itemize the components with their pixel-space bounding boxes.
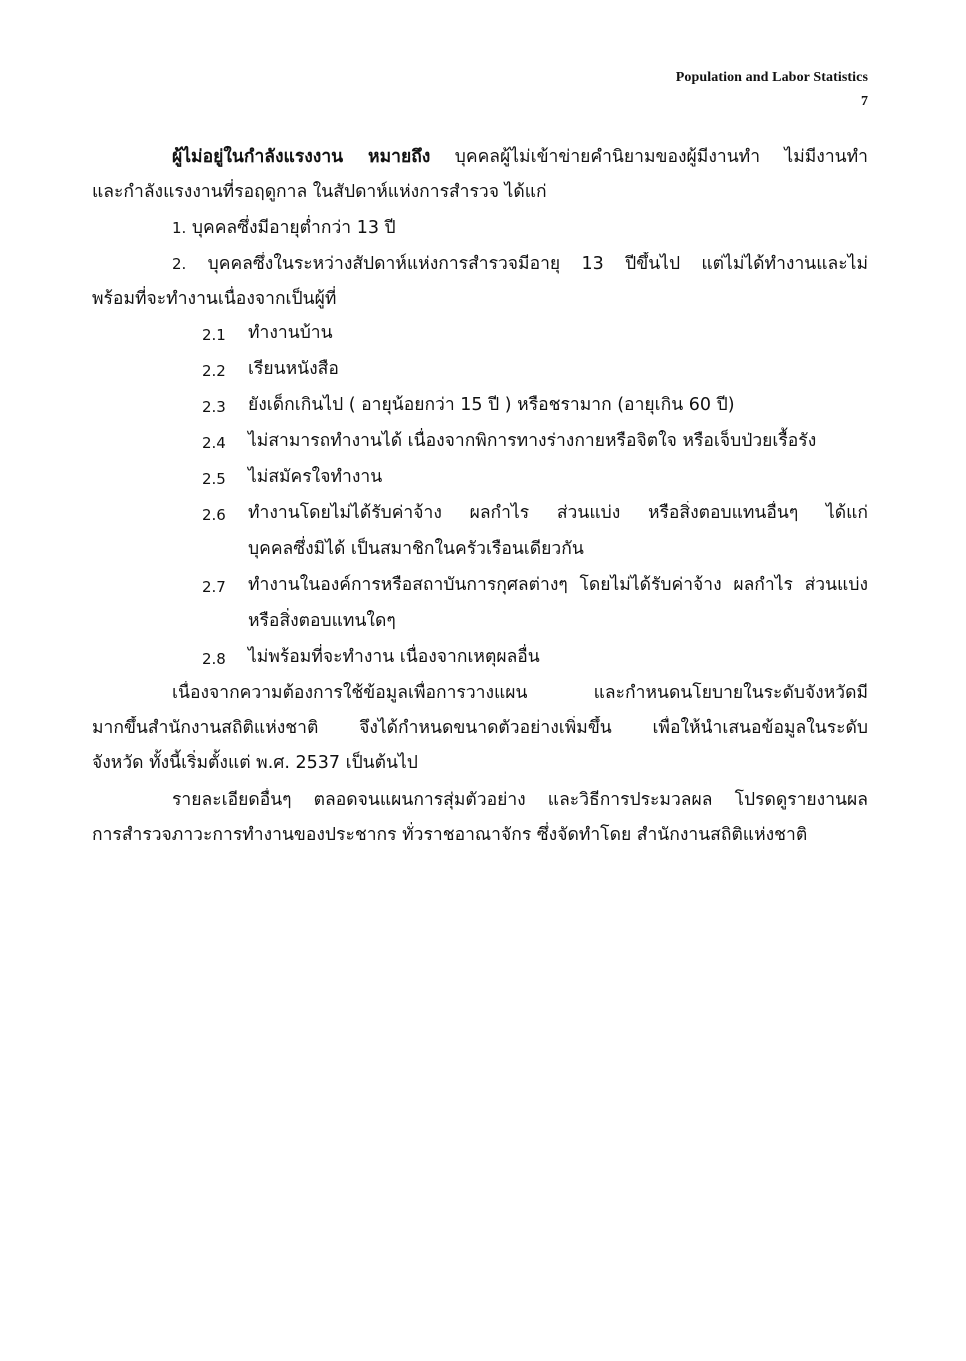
subitem-text: ทำงานบ้าน xyxy=(248,323,333,343)
definition-term: ผู้ไม่อยู่ในกำลังแรงงาน หมายถึง xyxy=(172,147,431,167)
running-header-title: Population and Labor Statistics xyxy=(675,70,868,85)
subitem-number: 2.1 xyxy=(202,326,226,344)
list-item-2-line-2: พร้อมที่จะทำงานเนื่องจากเป็นผู้ที่ xyxy=(92,289,337,309)
subitem-text-continued: หรือสิ่งตอบแทนใดๆ xyxy=(248,611,396,631)
subitem-text: ทำงานในองค์การหรือสถาบันการกุศลต่างๆ โดยไม่ได้รับค่าจ้าง ผลกำไร ส่วนแบ่ง xyxy=(248,575,868,595)
paragraph-2-line-2: มากขึ้นสำนักงานสถิติแห่งชาติ จึงได้กำหนดขนาดตัวอย่างเพิ่มขึ้น เพื่อให้นำเสนอข้อมูลในระดับ xyxy=(92,718,868,738)
definition-line-1 xyxy=(172,145,868,169)
subitem-text: ไม่สมัครใจทำงาน xyxy=(248,467,383,487)
page-number: 7 xyxy=(861,94,868,109)
paragraph-3-line-2: การสำรวจภาวะการทำงานของประชากร ทั่วราชอาณาจักร ซึ่งจัดทำโดย สำนักงานสถิติแห่งชาติ xyxy=(92,825,808,845)
paragraph-2-line-3: จังหวัด ทั้งนี้เริ่มตั้งแต่ พ.ศ. 2537 เป็นต้นไป xyxy=(92,753,418,773)
subitem-text-continued: บุคคลซึ่งมิได้ เป็นสมาชิกในครัวเรือนเดียวกัน xyxy=(248,539,584,559)
list-item-1 xyxy=(172,216,396,240)
subitem-number: 2.2 xyxy=(202,362,226,380)
paragraph-2-line-1: เนื่องจากความต้องการใช้ข้อมูลเพื่อการวางแผน และกำหนดนโยบายในระดับจังหวัดมี xyxy=(172,683,868,703)
paragraph-3-line-1: รายละเอียดอื่นๆ ตลอดจนแผนการสุ่มตัวอย่าง และวิธีการประมวลผล โปรดดูรายงานผล xyxy=(172,790,868,810)
list-item-text: บุคคลซึ่งในระหว่างสัปดาห์แห่งการสำรวจมีอายุ 13 ปีขึ้นไป แต่ไม่ได้ทำงานและไม่ xyxy=(207,254,868,274)
list-item-text: บุคคลซึ่งมีอายุต่ำกว่า 13 ปี xyxy=(191,218,396,238)
subitem-number: 2.5 xyxy=(202,470,226,488)
subitem-text: เรียนหนังสือ xyxy=(248,359,339,379)
subitem-number: 2.8 xyxy=(202,650,226,668)
subitem-text: ทำงานโดยไม่ได้รับค่าจ้าง ผลกำไร ส่วนแบ่ง หรือสิ่งตอบแทนอื่นๆ ได้แก่ xyxy=(248,503,868,523)
subitem-number: 2.6 xyxy=(202,506,226,524)
subitem-number: 2.3 xyxy=(202,398,226,416)
list-item-number: 1. xyxy=(172,219,187,237)
list-item-2-line-1 xyxy=(172,252,868,276)
subitem-text: ยังเด็กเกินไป ( อายุน้อยกว่า 15 ปี ) หรือชรามาก (อายุเกิน 60 ปี) xyxy=(248,395,735,415)
subitem-text: ไม่พร้อมที่จะทำงาน เนื่องจากเหตุผลอื่น xyxy=(248,647,540,667)
definition-line1-rest: บุคคลผู้ไม่เข้าข่ายคำนิยามของผู้มีงานทำ ไม่มีงานทำ xyxy=(454,147,868,167)
subitem-number: 2.7 xyxy=(202,578,226,596)
subitem-text: ไม่สามารถทำงานได้ เนื่องจากพิการทางร่างกายหรือจิตใจ หรือเจ็บป่วยเรื้อรัง xyxy=(248,431,817,451)
list-item-number: 2. xyxy=(172,255,187,273)
subitem-number: 2.4 xyxy=(202,434,226,452)
definition-line-2: และกำลังแรงงานที่รอฤดูกาล ในสัปดาห์แห่งการสำรวจ ได้แก่ xyxy=(92,182,547,202)
